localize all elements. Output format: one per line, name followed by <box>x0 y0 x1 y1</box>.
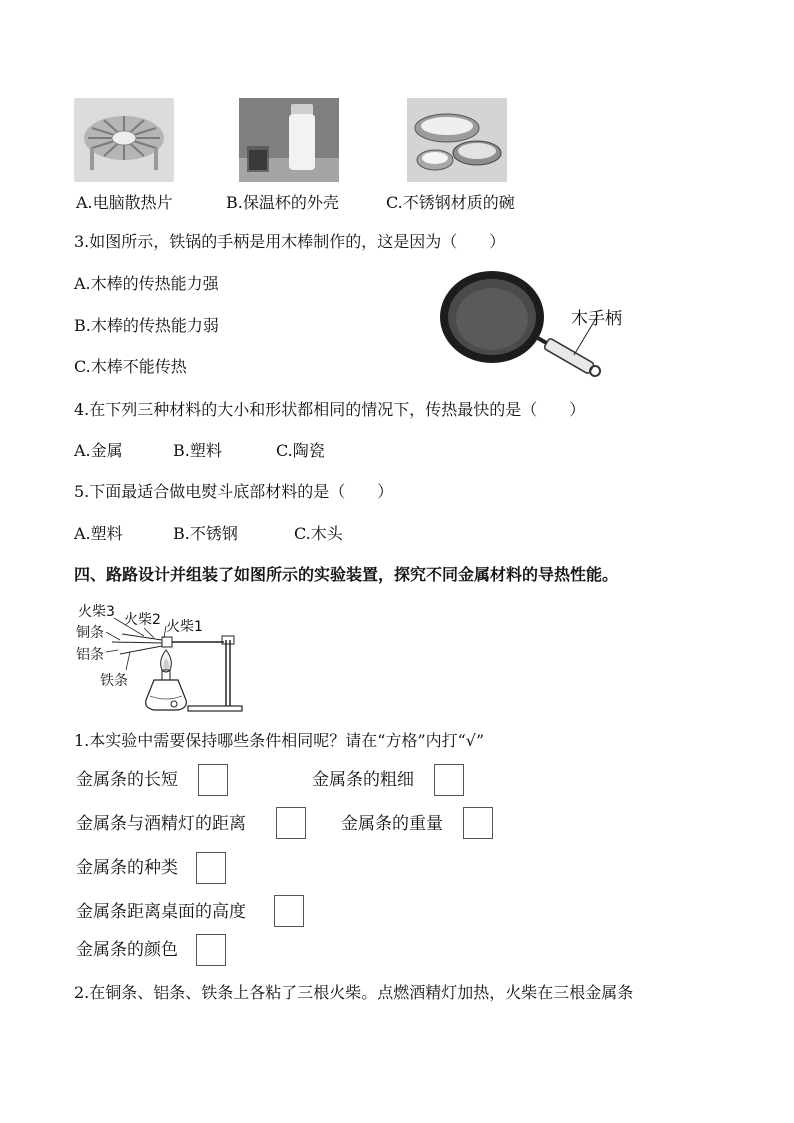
q3-option-a: A.木棒的传热能力强 <box>74 274 219 293</box>
condition-distance-checkbox[interactable] <box>276 807 306 839</box>
heat-sink-illustration <box>74 98 174 182</box>
match2-label: 火柴2 <box>124 612 161 628</box>
q4-option-b: B.塑料 <box>173 441 222 460</box>
condition-height-checkbox[interactable] <box>274 895 304 927</box>
steel-bowls-photo <box>407 98 507 182</box>
match3-label: 火柴3 <box>78 604 115 620</box>
q5-option-a: A.塑料 <box>74 524 123 543</box>
condition-color-label: 金属条的颜色 <box>76 940 178 960</box>
q5-stem: 5.下面最适合做电熨斗底部材料的是（ ） <box>74 482 394 501</box>
iron-strip-label: 铁条 <box>100 673 128 689</box>
section4-q1-stem: 1.本实验中需要保持哪些条件相同呢？请在“方格”内打“√” <box>74 731 485 750</box>
aluminum-strip-label: 铝条 <box>76 647 104 663</box>
q3-option-b: B.木棒的传热能力弱 <box>74 316 219 335</box>
q4-option-a: A.金属 <box>74 441 123 460</box>
steel-bowls-illustration <box>407 98 507 182</box>
condition-weight-label: 金属条的重量 <box>341 814 443 834</box>
q3-option-c: C.木棒不能传热 <box>74 357 187 376</box>
condition-length-label: 金属条的长短 <box>76 770 178 790</box>
condition-weight-checkbox[interactable] <box>463 807 493 839</box>
condition-type-checkbox[interactable] <box>196 852 226 884</box>
copper-strip-label: 铜条 <box>76 625 104 641</box>
q4-stem: 4.在下列三种材料的大小和形状都相同的情况下，传热最快的是（ ） <box>74 400 586 419</box>
section4-heading: 四、路路设计并组装了如图所示的实验装置，探究不同金属材料的导热性能。 <box>74 565 619 584</box>
q5-option-b: B.不锈钢 <box>173 524 238 543</box>
match1-label: 火柴1 <box>166 619 203 635</box>
q5-option-c: C.木头 <box>294 524 343 543</box>
thermos-cup-illustration <box>239 98 339 182</box>
wood-handle-label: 木手柄 <box>571 309 622 329</box>
option-b-caption: B.保温杯的外壳 <box>226 193 339 212</box>
option-a-caption: A.电脑散热片 <box>76 193 173 212</box>
thermos-cup-photo <box>239 98 339 182</box>
condition-thickness-label: 金属条的粗细 <box>312 770 414 790</box>
section4-q2-stem: 2.在铜条、铝条、铁条上各粘了三根火柴。点燃酒精灯加热，火柴在三根金属条 <box>74 983 634 1002</box>
condition-distance-label: 金属条与酒精灯的距离 <box>76 814 246 834</box>
q4-option-c: C.陶瓷 <box>276 441 325 460</box>
condition-type-label: 金属条的种类 <box>76 858 178 878</box>
option-c-caption: C.不锈钢材质的碗 <box>386 193 515 212</box>
condition-height-label: 金属条距离桌面的高度 <box>76 902 246 922</box>
q3-stem: 3.如图所示，铁锅的手柄是用木棒制作的，这是因为（ ） <box>74 232 506 251</box>
condition-thickness-checkbox[interactable] <box>434 764 464 796</box>
heat-sink-photo <box>74 98 174 182</box>
condition-length-checkbox[interactable] <box>198 764 228 796</box>
condition-color-checkbox[interactable] <box>196 934 226 966</box>
